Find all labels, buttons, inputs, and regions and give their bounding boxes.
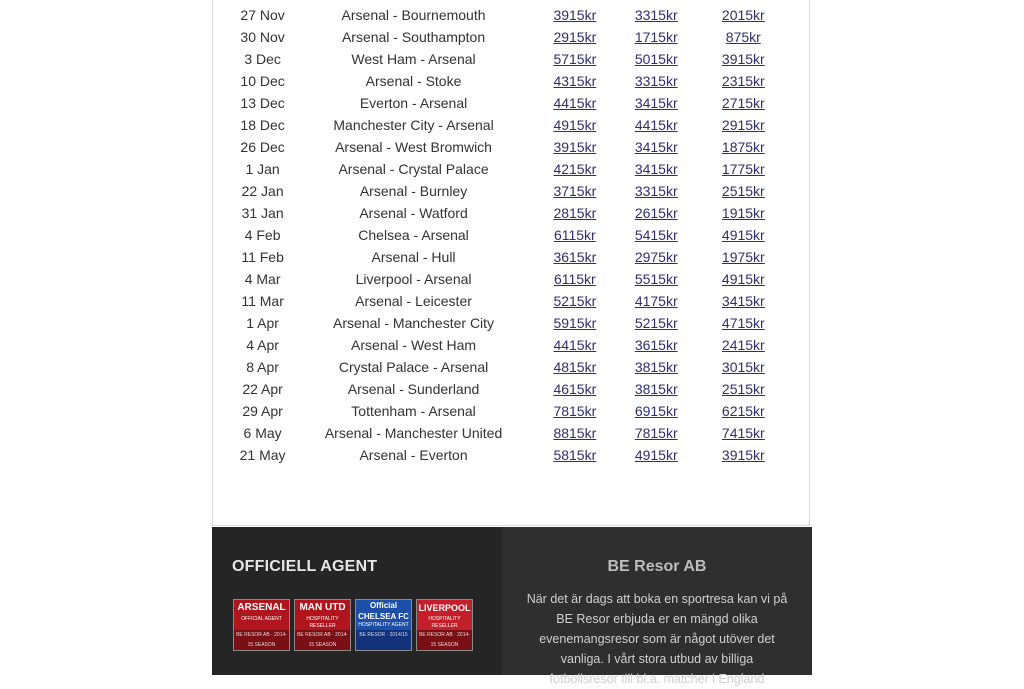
price-category-3-link[interactable]: 2415kr bbox=[721, 337, 765, 353]
fixtures-table-body bbox=[213, 4, 809, 466]
price-category-1-link[interactable]: 5815kr bbox=[553, 447, 597, 463]
price-category-2-link[interactable]: 3315kr bbox=[634, 73, 678, 89]
price-category-3-link[interactable]: 6215kr bbox=[721, 403, 765, 419]
fixture-match: Arsenal - Sunderland bbox=[347, 381, 480, 397]
fixture-date: 10 Dec bbox=[240, 73, 285, 89]
price-category-2-link[interactable]: 2975kr bbox=[634, 249, 678, 265]
fixture-match: Tottenham - Arsenal bbox=[351, 403, 476, 419]
fixture-row bbox=[213, 48, 809, 70]
fixture-match: Arsenal - West Ham bbox=[351, 337, 477, 353]
fixture-row bbox=[213, 312, 809, 334]
badge-sub: HOSPITALITY RESELLER bbox=[428, 616, 461, 629]
fixture-row bbox=[213, 70, 809, 92]
footer-company-section bbox=[502, 527, 812, 686]
chelsea-agent-badge[interactable] bbox=[355, 599, 412, 651]
fixture-row bbox=[213, 378, 809, 400]
price-category-2-link[interactable]: 6915kr bbox=[634, 403, 678, 419]
company-description: När det är dags att boka en sportresa kan vi på BE Resor erbjuda er en mängd olika evenemangsresor som är något utöver det vanliga. I vårt stora utbud av billiga fotbollsresor till bl.a. matcher i England bbox=[526, 592, 788, 686]
fixture-date: 27 Nov bbox=[240, 7, 285, 23]
price-category-1-link[interactable]: 5715kr bbox=[553, 51, 597, 67]
price-category-3-link[interactable]: 2915kr bbox=[721, 117, 765, 133]
price-category-3-link[interactable]: 3915kr bbox=[721, 51, 765, 67]
price-category-2-link[interactable]: 3415kr bbox=[634, 161, 678, 177]
price-category-3-link[interactable]: 2015kr bbox=[721, 7, 765, 23]
fixture-match: Arsenal - Stoke bbox=[365, 73, 462, 89]
fixture-row bbox=[213, 114, 809, 136]
fixture-row bbox=[213, 246, 809, 268]
badge-sub: OFFICIAL AGENT bbox=[241, 616, 282, 622]
footer-agent-section bbox=[212, 527, 502, 675]
fixture-match: Arsenal - Watford bbox=[359, 205, 468, 221]
price-category-2-link[interactable]: 7815kr bbox=[634, 425, 678, 441]
price-category-2-link[interactable]: 4915kr bbox=[634, 447, 678, 463]
badge-bottom: BE RESOR AB · 2014-15 SEASON bbox=[417, 630, 472, 651]
fixture-match: Everton - Arsenal bbox=[359, 95, 468, 111]
price-category-2-link[interactable]: 3615kr bbox=[634, 337, 678, 353]
price-category-3-link[interactable]: 2315kr bbox=[721, 73, 765, 89]
price-category-2-link[interactable]: 3815kr bbox=[634, 381, 678, 397]
price-category-1-link[interactable]: 3715kr bbox=[553, 183, 597, 199]
badge-bottom: BE RESOR AB · 2014-15 SEASON bbox=[295, 630, 350, 651]
price-category-1-link[interactable]: 4415kr bbox=[553, 337, 597, 353]
price-category-1-link[interactable]: 3915kr bbox=[553, 7, 597, 23]
price-category-1-link[interactable]: 7815kr bbox=[553, 403, 597, 419]
price-category-1-link[interactable]: 4415kr bbox=[553, 95, 597, 111]
badge-sub: HOSPITALITY RESELLER bbox=[306, 616, 339, 629]
price-category-1-link[interactable]: 2815kr bbox=[553, 205, 597, 221]
price-category-3-link[interactable]: 1875kr bbox=[721, 139, 765, 155]
fixture-date: 4 Feb bbox=[244, 227, 281, 243]
fixture-date: 8 Apr bbox=[246, 359, 279, 375]
price-category-3-link[interactable]: 875kr bbox=[725, 29, 761, 45]
price-category-2-link[interactable]: 3315kr bbox=[634, 183, 678, 199]
price-category-3-link[interactable]: 2715kr bbox=[721, 95, 765, 111]
price-category-2-link[interactable]: 5015kr bbox=[634, 51, 678, 67]
price-category-1-link[interactable]: 3615kr bbox=[553, 249, 597, 265]
price-category-1-link[interactable]: 8815kr bbox=[553, 425, 597, 441]
fixture-match: Arsenal - Bournemouth bbox=[341, 7, 486, 23]
fixture-match: Arsenal - Manchester City bbox=[333, 315, 495, 331]
fixture-date: 11 Mar bbox=[241, 293, 284, 309]
price-category-3-link[interactable]: 2515kr bbox=[721, 183, 765, 199]
price-category-1-link[interactable]: 5915kr bbox=[553, 315, 597, 331]
fixture-row bbox=[213, 268, 809, 290]
price-category-3-link[interactable]: 1915kr bbox=[721, 205, 765, 221]
liverpool-agent-badge[interactable] bbox=[416, 599, 473, 651]
fixture-date: 18 Dec bbox=[240, 117, 285, 133]
badge-bottom: BE RESOR AB · 2014-15 SEASON bbox=[234, 630, 289, 651]
price-category-3-link[interactable]: 4715kr bbox=[721, 315, 765, 331]
price-category-2-link[interactable]: 4175kr bbox=[634, 293, 678, 309]
price-category-1-link[interactable]: 4615kr bbox=[553, 381, 597, 397]
price-category-2-link[interactable]: 3315kr bbox=[634, 7, 678, 23]
fixture-row bbox=[213, 290, 809, 312]
fixture-date: 6 May bbox=[243, 425, 282, 441]
price-category-3-link[interactable]: 3015kr bbox=[721, 359, 765, 375]
fixture-date: 22 Jan bbox=[241, 183, 284, 199]
fixture-match: Liverpool - Arsenal bbox=[355, 271, 472, 287]
price-category-2-link[interactable]: 3415kr bbox=[634, 139, 678, 155]
agent-title: OFFICIELL AGENT bbox=[232, 558, 378, 575]
price-category-2-link[interactable]: 5215kr bbox=[634, 315, 678, 331]
fixture-row bbox=[213, 158, 809, 180]
price-category-2-link[interactable]: 4415kr bbox=[634, 117, 678, 133]
price-category-1-link[interactable]: 4315kr bbox=[553, 73, 597, 89]
fixture-date: 22 Apr bbox=[242, 381, 283, 397]
fixture-row bbox=[213, 400, 809, 422]
price-category-1-link[interactable]: 3915kr bbox=[553, 139, 597, 155]
fixture-match: Manchester City - Arsenal bbox=[333, 117, 494, 133]
fixture-match: Arsenal - Hull bbox=[371, 249, 456, 265]
fixture-date: 31 Jan bbox=[241, 205, 284, 221]
fixture-match: Chelsea - Arsenal bbox=[358, 227, 469, 243]
badge-bottom: BE RESOR · 2014/15 bbox=[356, 630, 411, 651]
fixture-row bbox=[213, 202, 809, 224]
price-category-1-link[interactable]: 6115kr bbox=[553, 227, 596, 243]
fixture-row bbox=[213, 180, 809, 202]
badge-name: Official CHELSEA FC bbox=[358, 601, 409, 621]
price-category-3-link[interactable]: 3915kr bbox=[721, 447, 765, 463]
manutd-agent-badge[interactable] bbox=[294, 599, 351, 651]
arsenal-agent-badge[interactable] bbox=[233, 599, 290, 651]
badge-sub: HOSPITALITY AGENT bbox=[358, 622, 409, 628]
fixture-date: 26 Dec bbox=[240, 139, 285, 155]
price-category-3-link[interactable]: 1975kr bbox=[721, 249, 765, 265]
fixture-match: Arsenal - Southampton bbox=[341, 29, 486, 45]
fixtures-panel bbox=[212, 0, 810, 526]
fixture-match: Arsenal - Crystal Palace bbox=[338, 161, 489, 177]
fixture-row bbox=[213, 356, 809, 378]
footer bbox=[212, 527, 812, 686]
price-category-1-link[interactable]: 4815kr bbox=[553, 359, 597, 375]
price-category-2-link[interactable]: 5515kr bbox=[634, 271, 678, 287]
fixture-date: 29 Apr bbox=[242, 403, 283, 419]
price-category-1-link[interactable]: 2915kr bbox=[553, 29, 597, 45]
price-category-3-link[interactable]: 3415kr bbox=[721, 293, 765, 309]
fixture-row bbox=[213, 26, 809, 48]
fixture-date: 21 May bbox=[239, 447, 286, 463]
fixture-date: 4 Apr bbox=[246, 337, 279, 353]
fixture-date: 3 Dec bbox=[244, 51, 281, 67]
fixture-row bbox=[213, 224, 809, 246]
fixture-date: 1 Apr bbox=[246, 315, 279, 331]
price-category-3-link[interactable]: 4915kr bbox=[721, 271, 765, 287]
price-category-2-link[interactable]: 2615kr bbox=[634, 205, 678, 221]
badge-name: ARSENAL bbox=[237, 602, 286, 613]
price-category-2-link[interactable]: 3815kr bbox=[634, 359, 678, 375]
price-category-2-link[interactable]: 3415kr bbox=[634, 95, 678, 111]
price-category-2-link[interactable]: 5415kr bbox=[634, 227, 678, 243]
fixture-match: Arsenal - Leicester bbox=[355, 293, 472, 309]
price-category-1-link[interactable]: 6115kr bbox=[553, 271, 596, 287]
fixture-date: 1 Jan bbox=[245, 161, 280, 177]
fixture-match: Arsenal - West Bromwich bbox=[335, 139, 492, 155]
fixture-row bbox=[213, 444, 809, 466]
fixture-row bbox=[213, 334, 809, 356]
price-category-1-link[interactable]: 4215kr bbox=[553, 161, 597, 177]
fixture-match: Arsenal - Burnley bbox=[359, 183, 468, 199]
price-category-1-link[interactable]: 5215kr bbox=[553, 293, 597, 309]
price-category-3-link[interactable]: 7415kr bbox=[721, 425, 765, 441]
fixture-date: 30 Nov bbox=[240, 29, 285, 45]
price-category-3-link[interactable]: 2515kr bbox=[721, 381, 765, 397]
fixture-match: Arsenal - Everton bbox=[359, 447, 468, 463]
fixture-row bbox=[213, 92, 809, 114]
fixture-row bbox=[213, 422, 809, 444]
fixture-date: 11 Feb bbox=[241, 249, 284, 265]
badge-name: MAN UTD bbox=[299, 602, 346, 613]
fixture-date: 13 Dec bbox=[240, 95, 285, 111]
company-title: BE Resor AB bbox=[607, 558, 707, 575]
price-category-2-link[interactable]: 1715kr bbox=[634, 29, 678, 45]
fixture-match: Crystal Palace - Arsenal bbox=[338, 359, 489, 375]
fixture-row bbox=[213, 4, 809, 26]
fixture-match: Arsenal - Manchester United bbox=[324, 425, 503, 441]
fixtures-table bbox=[213, 4, 809, 466]
fixture-row bbox=[213, 136, 809, 158]
fixture-match: West Ham - Arsenal bbox=[351, 51, 476, 67]
fixture-date: 4 Mar bbox=[244, 271, 281, 287]
price-category-1-link[interactable]: 4915kr bbox=[553, 117, 597, 133]
badge-name: LIVERPOOL bbox=[418, 603, 471, 613]
price-category-3-link[interactable]: 4915kr bbox=[721, 227, 765, 243]
price-category-3-link[interactable]: 1775kr bbox=[721, 161, 765, 177]
